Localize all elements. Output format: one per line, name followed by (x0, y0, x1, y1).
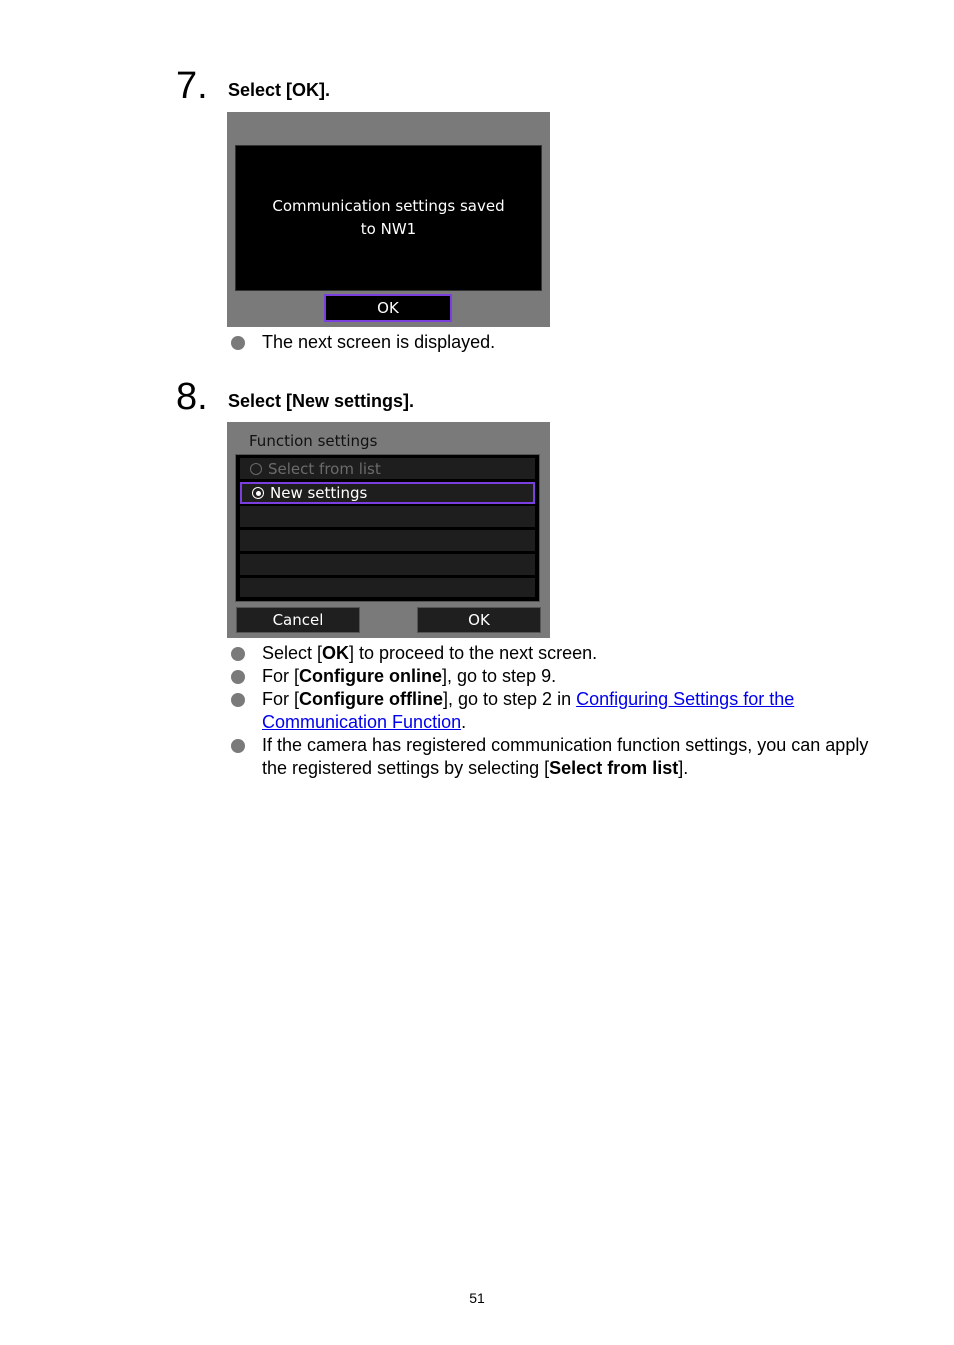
bullet-text: ] to proceed to the next screen. (349, 643, 598, 663)
bullet-text: ], go to step 9. (442, 666, 557, 686)
link-text: Communication Function (262, 712, 462, 732)
bullet-text: Select [ (262, 643, 323, 663)
option-label: Select from list (268, 460, 381, 478)
cancel-button[interactable]: Cancel (236, 607, 360, 633)
option-new-settings[interactable] (240, 482, 535, 504)
list-item (230, 665, 870, 688)
bullet-bold: Configure offline (299, 689, 443, 709)
bullet-text: If the camera has registered communication function settings, you can apply the registered settings by selecting [ (262, 735, 869, 778)
radio-on-icon (252, 487, 264, 499)
bullet-text: ]. (678, 758, 689, 778)
empty-row (240, 578, 535, 598)
bullet-text: The next screen is displayed. (262, 332, 496, 352)
bullet-bold: Select from list (549, 758, 679, 778)
step-8-bullets (230, 642, 870, 780)
bullet-icon (231, 670, 245, 684)
bullet-text: . (461, 712, 467, 732)
list-item (230, 331, 870, 354)
link-text: Configuring Settings for the (576, 689, 795, 709)
step-8-title: Select [New settings]. (228, 391, 415, 411)
bullet-icon (231, 693, 245, 707)
screen-title: Function settings (249, 432, 378, 450)
radio-off-icon (250, 463, 262, 475)
list-item (230, 688, 870, 734)
bullet-text: For [ (262, 689, 300, 709)
step-7-title: Select [OK]. (228, 80, 331, 100)
empty-row (240, 530, 535, 552)
option-label: New settings (270, 484, 368, 502)
camera-screen-function-settings (227, 422, 550, 638)
bullet-text: For [ (262, 666, 300, 686)
list-item (230, 734, 870, 780)
page-number: 51 (469, 1290, 485, 1306)
ok-button[interactable]: OK (417, 607, 541, 633)
step-7-number: 7. (176, 65, 208, 107)
bullet-icon (231, 647, 245, 661)
step-7-bullets (230, 331, 870, 354)
bullet-bold: Configure online (299, 666, 443, 686)
ok-button[interactable]: OK (324, 294, 452, 322)
empty-row (240, 554, 535, 576)
empty-row (240, 506, 535, 528)
option-select-from-list[interactable] (240, 458, 535, 480)
message-box (235, 145, 542, 291)
options-list (235, 454, 540, 602)
bullet-icon (231, 336, 245, 350)
step-8-number: 8. (176, 376, 208, 418)
message-line-2: to NW1 (360, 220, 417, 238)
bullet-icon (231, 739, 245, 753)
list-item (230, 642, 870, 665)
bullet-text: ], go to step 2 in (443, 689, 577, 709)
message-line-1: Communication settings saved (272, 197, 505, 215)
bullet-bold: OK (322, 643, 350, 663)
camera-screen-saved (227, 112, 550, 327)
